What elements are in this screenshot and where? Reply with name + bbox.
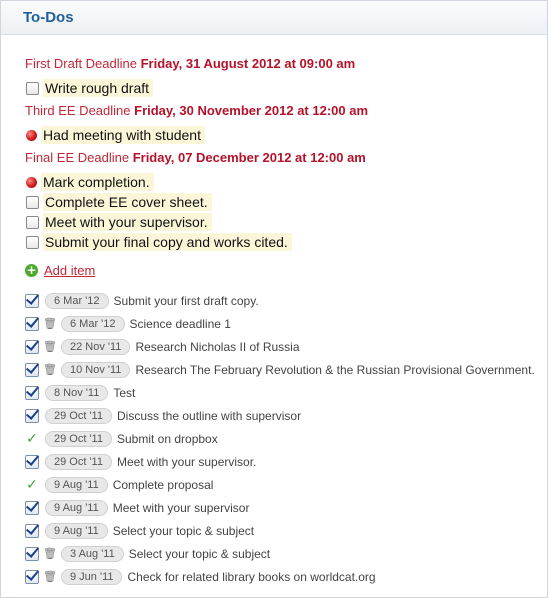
todo-checkbox[interactable] bbox=[26, 82, 39, 95]
completed-text: Check for related library books on worldcat.org bbox=[127, 569, 376, 584]
completed-row bbox=[25, 289, 545, 312]
completed-text: Select your topic & subject bbox=[128, 546, 271, 561]
trash-icon[interactable]: 🗑 bbox=[43, 570, 57, 583]
deadline-heading bbox=[25, 149, 547, 172]
todo-item bbox=[25, 212, 547, 232]
checked-checkbox[interactable] bbox=[25, 409, 39, 423]
trash-icon[interactable]: 🗑 bbox=[43, 317, 57, 330]
checked-checkbox[interactable] bbox=[25, 455, 39, 469]
date-badge: 9 Jun '11 bbox=[61, 569, 122, 585]
completed-row bbox=[25, 312, 545, 335]
date-badge: 22 Nov '11 bbox=[61, 339, 130, 355]
deadline-label: Final EE Deadline bbox=[25, 150, 130, 165]
checked-checkbox[interactable] bbox=[25, 547, 39, 561]
todo-text: Had meeting with student bbox=[41, 126, 205, 144]
todo-checkbox[interactable] bbox=[26, 216, 39, 229]
todo-text: Mark completion. bbox=[41, 173, 154, 191]
date-badge: 9 Aug '11 bbox=[45, 523, 108, 539]
deadline-date: Friday, 07 December 2012 at 12:00 am bbox=[132, 150, 366, 165]
checked-checkbox[interactable] bbox=[25, 570, 39, 584]
trash-icon[interactable]: 🗑 bbox=[43, 340, 57, 353]
trash-icon[interactable]: 🗑 bbox=[43, 547, 57, 560]
date-badge: 9 Aug '11 bbox=[45, 500, 108, 516]
add-item-row bbox=[25, 260, 547, 280]
deadline-heading bbox=[25, 55, 547, 78]
todo-item bbox=[25, 232, 547, 252]
completed-row bbox=[25, 404, 545, 427]
todo-item bbox=[25, 78, 547, 98]
todo-item bbox=[25, 192, 547, 212]
completed-text: Complete proposal bbox=[112, 477, 214, 492]
checkmark-icon: ✓ bbox=[26, 476, 38, 493]
add-item-link[interactable]: Add item bbox=[44, 262, 96, 278]
completed-row bbox=[25, 335, 545, 358]
red-status-icon bbox=[26, 130, 37, 141]
completed-text: Test bbox=[113, 385, 136, 400]
date-badge: 9 Aug '11 bbox=[45, 477, 108, 493]
completed-text: Select your topic & subject bbox=[112, 523, 255, 538]
checked-checkbox[interactable] bbox=[25, 524, 39, 538]
todo-text: Meet with your supervisor. bbox=[43, 213, 212, 231]
completed-row bbox=[25, 450, 545, 473]
completed-row bbox=[25, 427, 545, 450]
todo-text: Complete EE cover sheet. bbox=[43, 193, 212, 211]
checkmark-icon: ✓ bbox=[26, 430, 38, 447]
date-badge: 29 Oct '11 bbox=[45, 408, 112, 424]
todo-text: Submit your final copy and works cited. bbox=[43, 233, 292, 251]
deadline-heading bbox=[25, 102, 547, 125]
todo-item bbox=[25, 172, 547, 192]
completed-row bbox=[25, 496, 545, 519]
red-status-icon bbox=[26, 177, 37, 188]
completed-text: Submit on dropbox bbox=[116, 431, 218, 446]
date-badge: 6 Mar '12 bbox=[61, 316, 125, 332]
completed-text: Discuss the outline with supervisor bbox=[116, 408, 302, 423]
date-badge: 29 Oct '11 bbox=[45, 431, 112, 447]
completed-row bbox=[25, 542, 545, 565]
completed-text: Submit your first draft copy. bbox=[113, 293, 259, 308]
completed-list bbox=[25, 289, 545, 588]
deadline-label: Third EE Deadline bbox=[25, 103, 131, 118]
todo-text: Write rough draft bbox=[43, 79, 153, 97]
todo-checkbox[interactable] bbox=[26, 236, 39, 249]
checked-checkbox[interactable] bbox=[25, 340, 39, 354]
date-badge: 3 Aug '11 bbox=[61, 546, 124, 562]
deadline-date: Friday, 31 August 2012 at 09:00 am bbox=[140, 56, 356, 71]
completed-text: Science deadline 1 bbox=[129, 316, 231, 331]
completed-row bbox=[25, 381, 545, 404]
date-badge: 29 Oct '11 bbox=[45, 454, 112, 470]
add-icon[interactable]: + bbox=[26, 262, 37, 277]
deadline-date: Friday, 30 November 2012 at 12:00 am bbox=[134, 103, 369, 118]
completed-row bbox=[25, 565, 545, 588]
date-badge: 8 Nov '11 bbox=[45, 385, 108, 401]
date-badge: 10 Nov '11 bbox=[61, 362, 130, 378]
completed-text: Meet with your supervisor bbox=[112, 500, 250, 515]
checked-checkbox[interactable] bbox=[25, 386, 39, 400]
date-badge: 6 Mar '12 bbox=[45, 293, 109, 309]
trash-icon[interactable]: 🗑 bbox=[43, 363, 57, 376]
completed-row bbox=[25, 519, 545, 542]
todo-checkbox[interactable] bbox=[26, 196, 39, 209]
pending-section bbox=[1, 35, 547, 280]
completed-text: Meet with your supervisor. bbox=[116, 454, 257, 469]
panel-header bbox=[1, 1, 547, 35]
deadline-label: First Draft Deadline bbox=[25, 56, 137, 71]
completed-row bbox=[25, 358, 545, 381]
checked-checkbox[interactable] bbox=[25, 317, 39, 331]
checked-checkbox[interactable] bbox=[25, 501, 39, 515]
completed-row bbox=[25, 473, 545, 496]
checked-checkbox[interactable] bbox=[25, 363, 39, 377]
completed-text: Research The February Revolution & the Russian Provisional Government. bbox=[135, 362, 535, 377]
todo-item bbox=[25, 125, 547, 145]
checked-checkbox[interactable] bbox=[25, 294, 39, 308]
panel-title: To-Dos bbox=[23, 9, 74, 26]
completed-text: Research Nicholas II of Russia bbox=[135, 339, 300, 354]
